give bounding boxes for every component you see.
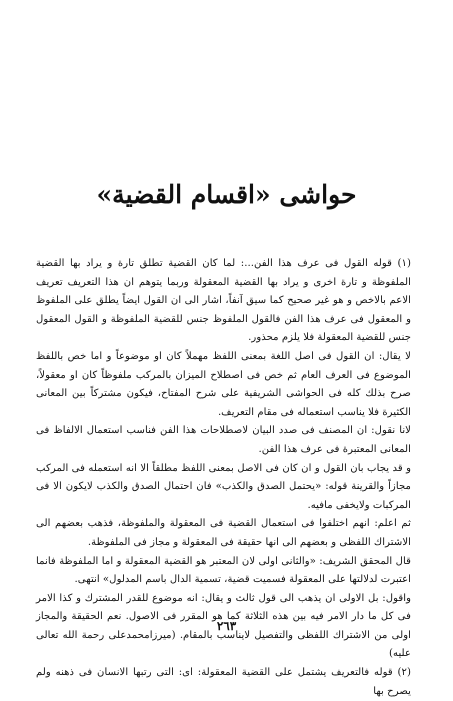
- note-paragraph-1: (١) قوله القول فى عرف هذا الفن...: لما كان القضية تطلق تارة و يراد بها القضية الملفوظة و تارة اخرى و يراد بها القضية المعقولة وربما يتوهم ان هذا التعريف تعريف الاعم بالاخص و هو غير صحيح كما سيق آنفاً، اشار الى ان القول ايضاً يطلق على الملفوظ و المعقول فى عرف هذا الفن فالقول الملفوظ جنس للقضية الملفوظة و القول المعقول جنس للقضية المعقولة فلا يلزم محذور.: [36, 258, 411, 344]
- note-paragraph-4: و قد يجاب بان القول و ان كان فى الاصل بمعنى اللفظ مطلقاً الا انه استعمله فى المركب مجازاً والقرينة قوله: «يحتمل الصدق والكذب» فان احتمال الصدق والكذب لايكون الا فى المركبات ولايخفى مافيه.: [36, 462, 411, 511]
- page-number: ٢٦٣: [216, 619, 237, 633]
- note-paragraph-5: ثم اعلم: انهم اختلفوا فى استعمال القضية فى المعقولة والملفوظة، فذهب بعضهم الى الاشتراك اللفظى و بعضهم الى انها حقيقة فى المعقولة و مجاز فى الملفوظة.: [36, 518, 411, 548]
- notes-body: [36, 255, 411, 701]
- note-paragraph-8: (٢) قوله فالتعريف يشتمل على القضية المعقولة: اى: التى رتبها الانسان فى ذهنه ولم يصرح بها: [36, 667, 411, 697]
- section-heading: حواشى «اقسام القضية»: [96, 180, 357, 209]
- note-paragraph-7: واقول: بل الاولى ان يذهب الى قول ثالث و يقال: انه موضوع للقدر المشترك و كذا الامر فى كل ما دار الامر فيه بين هذه الثلاثة كما هو المقرر فى الاصول. نعم الحقيقة والمجاز اولى من الاشتراك اللفظى والتفصيل لايناسب بالمقام. (ميرزامحمدعلى رحمة الله تعالى عليه): [36, 592, 411, 660]
- note-paragraph-3: لانا نقول: ان المصنف فى صدد البيان لاصطلاحات هذا الفن فناسب استعمال الالفاظ فى المعانى المعتبرة فى عرف هذا الفن.: [36, 425, 411, 455]
- note-paragraph-2: لا يقال: ان القول فى اصل اللغة بمعنى اللفظ مهملاً كان او موضوعاً و اما خص باللفظ الموضوع فى العرف العام ثم خص فى اصطلاح الميزان بالمركب ملفوظاً كان او معقولاً، صرح بذلك كله فى الحواشى الشريفية على شرح المفتاح، فيكون مشتركاً بين المعانى الكثيرة فلا يناسب استعماله فى مقام التعريف.: [36, 350, 411, 418]
- note-paragraph-6: قال المحقق الشريف: «والثانى اولى لان المعتبر هو القضية المعقولة و اما الملفوظة فانما اعتبرت لدلالتها على المعقولة فسميت قضية، تسمية الدال باسم المدلول» انتهى.: [36, 555, 411, 586]
